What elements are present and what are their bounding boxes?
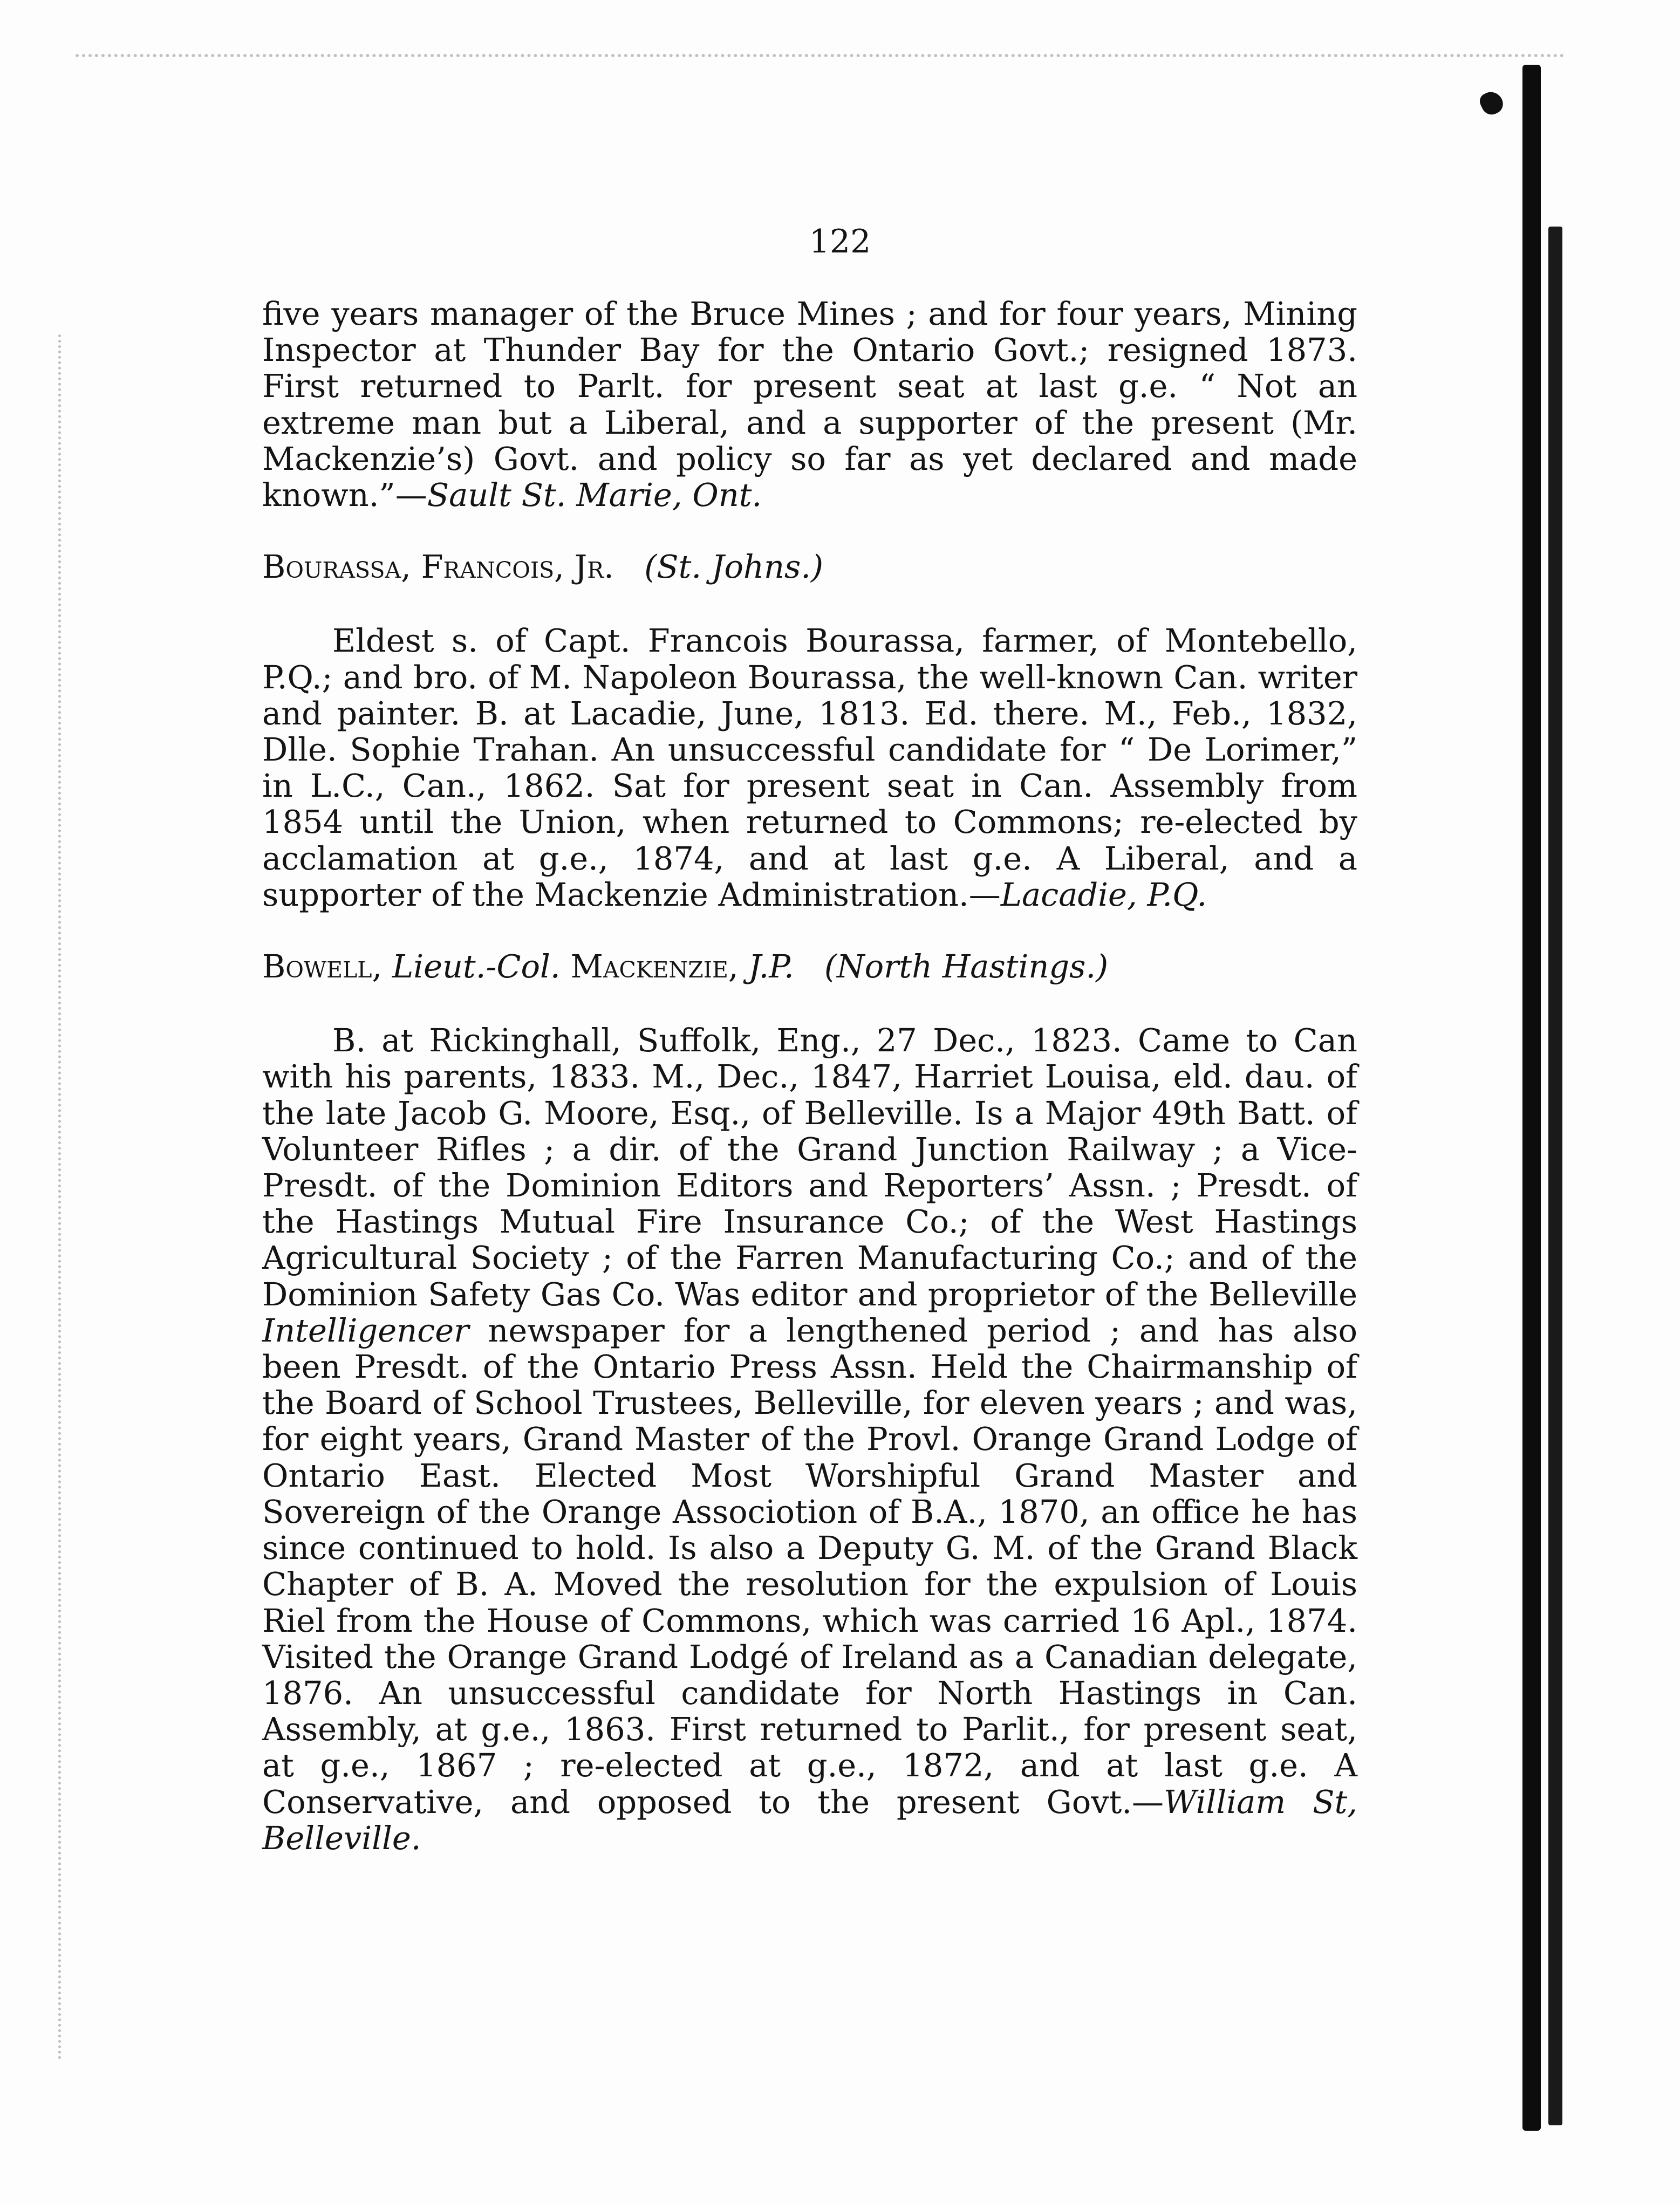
scan-top-edge-noise <box>76 54 1565 57</box>
entry-heading-bowell <box>262 948 1357 984</box>
continuation-paragraph <box>262 296 1357 513</box>
entry-constituency: (North Hastings.) <box>824 948 1109 986</box>
entry-surname: Bowell, <box>262 948 383 986</box>
binding-shadow-bar <box>1522 65 1541 2131</box>
entry-body-bourassa <box>262 622 1357 913</box>
entry-body-bowell <box>262 1022 1357 1856</box>
entry-body-text-part1: B. at Rickinghall, Suffolk, Eng., 27 Dec., 1823. Came to Can with his parents, 1833. M., Dec., 1847, Harriet Louisa, eld. dau. of the late Jacob G. Moore, Esq., of Belleville. Is a Major 49th Batt. of Volunteer Rifles ; a dir. of the Grand Junction Railway ; a Vice-Presdt. of the Dominion Editors and Reporters’ Assn. ; Presdt. of the Hastings Mutual Fire Insurance Co.; of the West Hastings Agricultural Society ; of the Farren Manufacturing Co.; and of the Dominion Safety Gas Co. Was editor and proprietor of the Belleville <box>262 1022 1357 1313</box>
entry-title: J.P. <box>748 948 794 986</box>
page-text <box>262 296 1357 1856</box>
entry-address: Lacadie, P.Q. <box>1000 875 1207 913</box>
entry-constituency: (St. Johns.) <box>644 548 824 586</box>
ink-blot-mark <box>1477 88 1506 118</box>
entry-body-text: Eldest s. of Capt. Francois Bourassa, farmer, of Montebello, P.Q.; and bro. of M. Napoleon Bourassa, the well-known Can. writer and painter. B. at Lacadie, June, 1813. Ed. there. M., Feb., 1832, Dlle. Sophie Trahan. An unsuccessful candidate for “ De Lorimer,” in L.C., Can., 1862. Sat for present seat in Can. Assembly from 1854 until the Union, when returned to Commons; re-elected by acclamation at g.e., 1874, and at last g.e. A Liberal, and a supporter of the Mackenzie Administration.— <box>262 622 1357 913</box>
entry-surname: Bourassa, <box>262 548 411 586</box>
entry-heading-bourassa <box>262 549 1357 585</box>
binding-shadow-bar-outer <box>1548 227 1562 2125</box>
entry-address: William St, Belleville. <box>262 1783 1358 1857</box>
newspaper-name: Intelligencer <box>262 1311 469 1349</box>
entry-body-text-part2: newspaper for a lengthened period ; and has also been Presdt. of the Ontario Press Assn. Held the Chairmanship of the Board of School Trustees, Belleville, for eleven years ; and was, for eight years, Grand Master of the Provl. Orange Grand Lodge of Ontario East. Elected Most Worshipful Grand Master and Sovereign of the Orange Associotion of B.A., 1870, an office he has since continued to hold. Is also a Deputy G. M. of the Grand Black Chapter of B. A. Moved the resolution for the expulsion of Louis Riel from the House of Commons, which was carried 16 Apl., 1874. Visited the Orange Grand Lodgé of Ireland as a Canadian delegate, 1876. An unsuccessful candidate for North Hastings in Can. Assembly, at g.e., 1863. First returned to Parlit., for present seat, at g.e., 1867 ; re-elected at g.e., 1872, and at last g.e. A Conservative, and opposed to the present Govt.— <box>262 1311 1357 1821</box>
entry-given-name: Mackenzie, <box>570 948 739 986</box>
continuation-text: five years manager of the Bruce Mines ; and for four years, Mining Inspector at Thunder Bay for the Ontario Govt.; resigned 1873. First returned to Parlt. for present seat at last g.e. “ Not an extreme man but a Liberal, and a supporter of the present (Mr. Mackenzie’s) Govt. and policy so far as yet declared and made known.”— <box>262 295 1357 514</box>
entry-given-name: Francois, Jr. <box>421 548 614 586</box>
scan-left-edge-noise <box>58 334 61 2061</box>
continuation-address: Sault St. Marie, Ont. <box>427 476 762 514</box>
entry-rank: Lieut.-Col. <box>392 948 561 986</box>
page-number: 122 <box>809 223 871 261</box>
